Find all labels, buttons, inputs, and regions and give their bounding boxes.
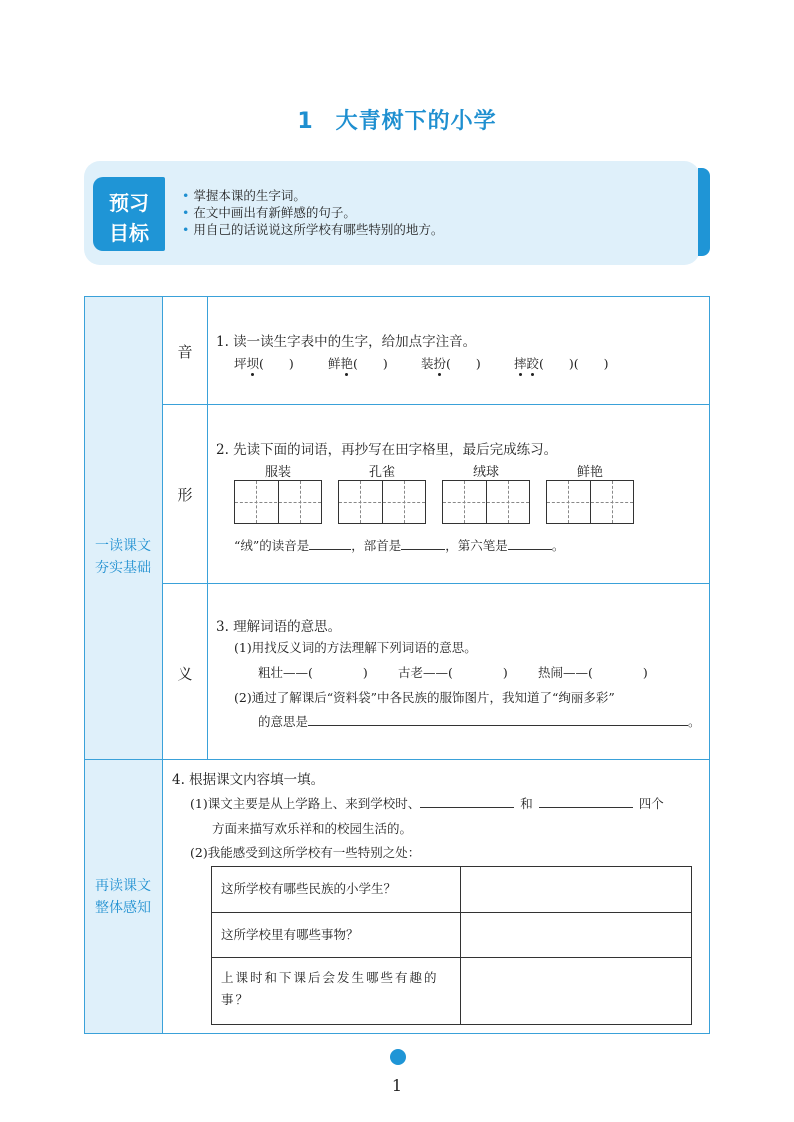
pinyin-item-3: 装扮( ) (421, 356, 481, 371)
pinyin-item-4: 摔跤( )( ) (514, 356, 609, 371)
word-label: 孔雀 (368, 465, 395, 480)
answer-blank[interactable] (420, 795, 514, 808)
bullet-icon: • (182, 188, 190, 203)
answer-blank[interactable] (508, 537, 552, 550)
lesson-number: 1 (297, 109, 314, 134)
features-table (211, 866, 692, 1025)
section2-label: 再读课文 整体感知 (95, 878, 151, 916)
answer-paren[interactable]: ( )( ) (539, 356, 609, 371)
pinyin-item-1: 坪坝( ) (234, 356, 294, 371)
rong-fill-line: “绒”的读音是 ，部首是 ，第六笔是 。 (234, 538, 565, 553)
preview-goals-tab (698, 168, 710, 256)
category-yi: 义 (177, 665, 193, 683)
answer-paren[interactable]: ( ) (259, 356, 294, 371)
tianzige-box[interactable] (546, 480, 634, 524)
word-label: 服装 (264, 465, 291, 480)
answer-paren[interactable]: ( ) (446, 356, 481, 371)
antonym-pair[interactable]: 粗壮——( ) (258, 665, 368, 680)
section1-label: 一读课文 夯实基础 (95, 538, 151, 576)
answer-blank[interactable] (401, 537, 445, 550)
goal-item: • 在文中画出有新鲜感的句子。 (182, 205, 356, 220)
tianzige-box[interactable] (442, 480, 530, 524)
antonym-pair[interactable]: 热闹——( ) (538, 665, 648, 680)
section1-label-cell (84, 296, 163, 760)
sub-question-3-2: (2)通过了解课后“资料袋”中各民族的服饰图片，我知道了“绚丽多彩” (234, 690, 615, 705)
table-row-label: 这所学校有哪些民族的小学生？ (221, 881, 397, 896)
tianzige-box[interactable] (338, 480, 426, 524)
lesson-title (0, 104, 794, 135)
category-divider (207, 296, 208, 760)
bullet-icon: • (182, 205, 190, 220)
answer-blank[interactable] (539, 795, 633, 808)
row-divider (162, 583, 710, 584)
table-answer-cell[interactable] (461, 958, 691, 1024)
preview-goals-badge (93, 177, 165, 251)
page-dot-icon (390, 1049, 406, 1065)
question-2: 2. 先读下面的词语，再抄写在田字格里，最后完成练习。 (216, 442, 558, 458)
word-label: 鲜艳 (576, 465, 603, 480)
preview-goals-list (182, 187, 443, 238)
category-xing: 形 (177, 486, 193, 504)
category-yin: 音 (177, 343, 193, 361)
lesson-title-text: 大青树下的小学 (335, 109, 497, 134)
answer-blank[interactable] (308, 713, 688, 726)
bullet-icon: • (182, 222, 190, 237)
table-answer-cell[interactable] (461, 913, 691, 957)
sub-question-4-1-cont: 方面来描写欢乐祥和的校园生活的。 (212, 821, 413, 836)
meaning-fill-line: 的意思是 。 (258, 714, 701, 729)
antonym-pair[interactable]: 古老——( ) (398, 665, 508, 680)
table-answer-cell[interactable] (461, 867, 691, 912)
sub-question-3-1: (1)用找反义词的方法理解下列词语的意思。 (234, 640, 477, 655)
question-4: 4. 根据课文内容填一填。 (172, 772, 325, 788)
goal-item: • 用自己的话说说这所学校有哪些特别的地方。 (182, 222, 444, 237)
word-label: 绒球 (472, 465, 499, 480)
answer-blank[interactable] (309, 537, 351, 550)
sub-question-4-1: (1)课文主要是从上学路上、来到学校时、 和 四个 (190, 796, 664, 811)
sub-question-4-2: (2)我能感受到这所学校有一些特别之处： (190, 845, 421, 860)
page-number: 1 (391, 1076, 403, 1095)
question-1: 1. 读一读生字表中的生字，给加点字注音。 (216, 334, 477, 350)
badge-line-1: 预习 (109, 191, 149, 215)
row-divider (162, 404, 710, 405)
question-3: 3. 理解词语的意思。 (216, 619, 342, 635)
pinyin-item-2: 鲜艳( ) (328, 356, 388, 371)
table-row-label: 这所学校里有哪些事物？ (221, 927, 359, 942)
tianzige-box[interactable] (234, 480, 322, 524)
goal-item: • 掌握本课的生字词。 (182, 188, 306, 203)
badge-line-2: 目标 (109, 221, 149, 245)
table-row-label: 上课时和下课后会发生哪些有趣的事？ (221, 970, 439, 1007)
answer-paren[interactable]: ( ) (353, 356, 388, 371)
